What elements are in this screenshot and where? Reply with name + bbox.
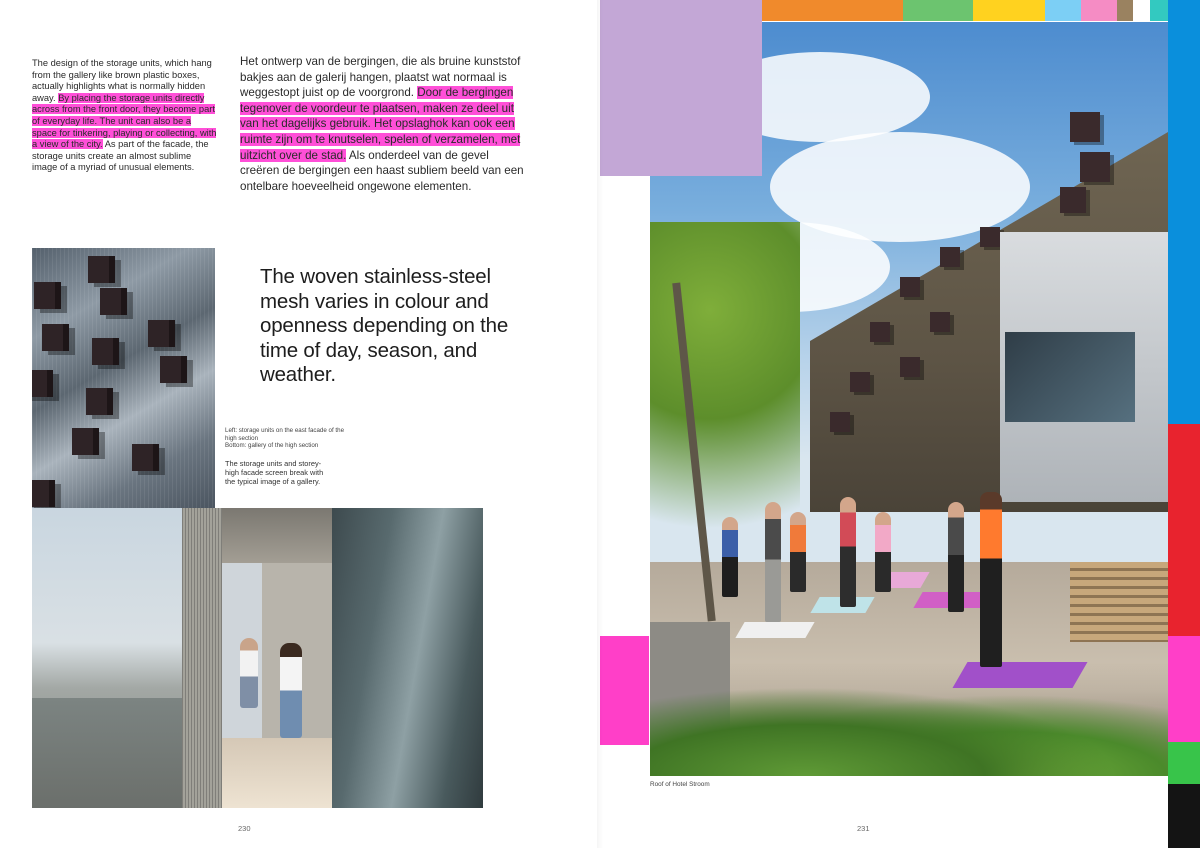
storage-box [32,480,55,507]
storage-box [32,370,53,397]
storage-box [34,282,61,309]
photo-description-caption: The storage units and storey-high facade screen break with the typical image of a gallery. [225,459,324,487]
color-strip-light-blue [1045,0,1081,21]
storage-box [830,412,850,432]
walking-person [280,643,302,738]
storage-box [100,288,127,315]
storage-box [930,312,950,332]
color-strip-green [903,0,973,21]
gallery-steel-mesh [182,508,222,808]
photo-location-caption: Left: storage units on the east facade of the high section Bottom: gallery of the high section [225,427,345,450]
storage-box [148,320,175,347]
dutch-text-plain-start: Het ontwerp van de bergingen, die als bruine kunststof bakjes aan de galerij hangen, plaatst wat normaal is weggestopt juist op de voorgrond. [240,55,521,100]
dutch-body-text [240,54,530,194]
lavender-color-block [600,0,762,176]
storage-box [900,277,920,297]
foreground-plant [650,672,1168,776]
english-text-plain-start: The design of the storage units, which hang from the gallery like brown plastic boxes, actually highlights what is normally hidden away. [32,58,212,103]
gallery-glass-wall [332,508,483,808]
edge-strip-red [1168,424,1200,636]
dutch-text-plain-end: Als onderdeel van de gevel creëren de bergingen een haast subliem beeld van een ontelbare hoeveelheid ongewone elementen. [240,148,524,193]
storage-box [870,322,890,342]
storage-box [1070,112,1100,142]
dutch-text-highlight: Door de bergingen tegenover de voordeur te plaatsen, maken ze deel uit van het dagelijks gebruik. Het opslaghok kan ook een ruimte zijn om te knutselen, spelen of verzamelen, met uitzicht over de stad. [240,86,521,162]
rooftop-photo-caption: Roof of Hotel Stroom [650,781,710,788]
storage-box [900,357,920,377]
storage-box [160,356,187,383]
page-gutter [597,0,603,848]
storage-box [1060,187,1086,213]
storage-box [72,428,99,455]
yoga-participant [722,517,738,597]
edge-strip-blue [1168,0,1200,424]
storage-box [940,247,960,267]
yoga-participant [765,502,781,622]
page-number-right: 231 [857,824,870,833]
yoga-participant [948,502,964,612]
page-number-left: 230 [238,824,251,833]
yoga-participant [980,492,1002,667]
storage-box [132,444,159,471]
storage-box [42,324,69,351]
facade-storage-units-photo [32,248,215,508]
english-text-highlight: By placing the storage units directly across from the front door, they become part of everyday life. The unit can also be a space for tinkering, playing or collecting, with a view of the city. [32,92,217,150]
storage-box [980,227,1000,247]
storage-box [88,256,115,283]
storage-box [86,388,113,415]
pull-quote: The woven stainless-steel mesh varies in colour and openness depending on the time of day, season, and weather. [260,265,509,386]
storage-box [850,372,870,392]
walking-person [240,638,258,708]
color-strip-brown [1117,0,1133,21]
english-body-text [32,58,218,174]
storage-box [92,338,119,365]
color-strip-teal [1150,0,1168,21]
annex-window [1005,332,1135,422]
yoga-participant [875,512,891,592]
color-strip-yellow [973,0,1045,21]
color-strip-light-pink [1081,0,1117,21]
gallery-corridor-photo [32,508,483,808]
storage-box [1080,152,1110,182]
english-text-plain-end: As part of the facade, the storage units create an almost sublime image of a myriad of unusual elements. [32,139,209,173]
color-strip-white [1133,0,1150,21]
color-strip-orange [762,0,903,21]
edge-strip-pink [1168,636,1200,742]
edge-strip-green [1168,742,1200,784]
yoga-mat [735,622,814,638]
yoga-participant [840,497,856,607]
pallet-furniture [1070,562,1168,642]
yoga-participant [790,512,806,592]
pink-color-block [600,636,649,745]
edge-strip-dark [1168,784,1200,848]
